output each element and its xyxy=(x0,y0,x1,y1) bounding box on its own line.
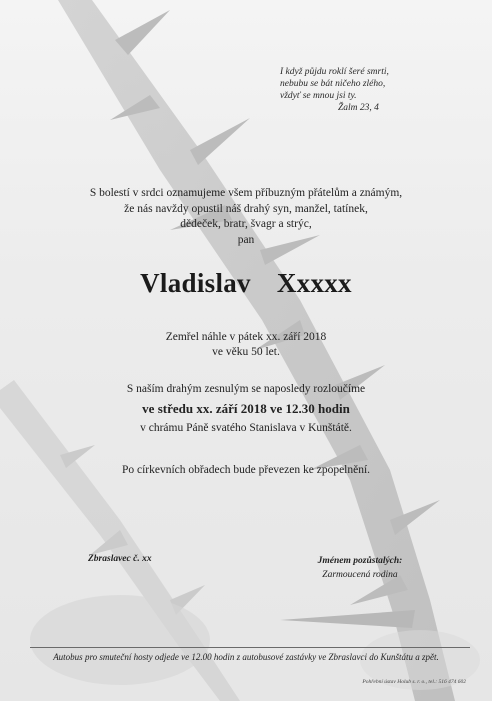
farewell-place: v chrámu Páně svatého Stanislava v Kunštátě. xyxy=(140,422,352,434)
undertaker-credit: Pohřební ústav Holub s. r. o., tel.: 516 474 602 xyxy=(362,679,466,685)
deceased-first-name: Vladislav xyxy=(140,268,251,298)
deceased-name xyxy=(0,268,492,299)
family-address: Zbraslavec č. xx xyxy=(88,554,152,564)
mourners-name: Zarmoucená rodina xyxy=(322,570,398,580)
mourners-label: Jménem pozůstalých: xyxy=(317,556,403,566)
farewell-datetime: ve středu xx. září 2018 ve 12.30 hodin xyxy=(142,401,350,416)
cremation-note: Po církevních obřadech bude převezen ke zpopelnění. xyxy=(121,464,371,476)
death-info xyxy=(0,330,492,359)
farewell-info xyxy=(0,382,492,436)
death-date: Zemřel náhle v pátek xx. září 2018 xyxy=(165,331,327,343)
intro-line: dědeček, bratr, švagr a strýc, xyxy=(180,218,312,230)
mourners-signature xyxy=(305,554,415,582)
psalm-line: nebubu se bát ničeho zlého, xyxy=(280,79,386,89)
psalm-line: vždyť se mnou jsi ty. xyxy=(280,91,357,101)
psalm-line: I když půjdu roklí šeré smrti, xyxy=(280,67,389,77)
intro-line: S bolestí v srdci oznamujeme všem příbuzným přátelům a známým, xyxy=(89,187,403,199)
intro-line: pan xyxy=(237,233,255,246)
farewell-intro: S naším drahým zesnulým se naposledy rozloučíme xyxy=(126,383,366,395)
announcement-intro xyxy=(0,186,492,248)
intro-line: že nás navždy opustil náš drahý syn, manžel, tatínek, xyxy=(124,202,368,215)
death-age: ve věku 50 let. xyxy=(212,345,280,358)
psalm-quote xyxy=(280,66,480,114)
deceased-last-name: Xxxxx xyxy=(276,268,352,298)
psalm-reference: Žalm 23, 4 xyxy=(338,103,379,113)
bus-note: Autobus pro smuteční hosty odjede ve 12.00 hodin z autobusové zastávky ve Zbraslavci do Kunštátu a zpět. xyxy=(53,652,439,662)
footer-divider xyxy=(30,647,470,648)
